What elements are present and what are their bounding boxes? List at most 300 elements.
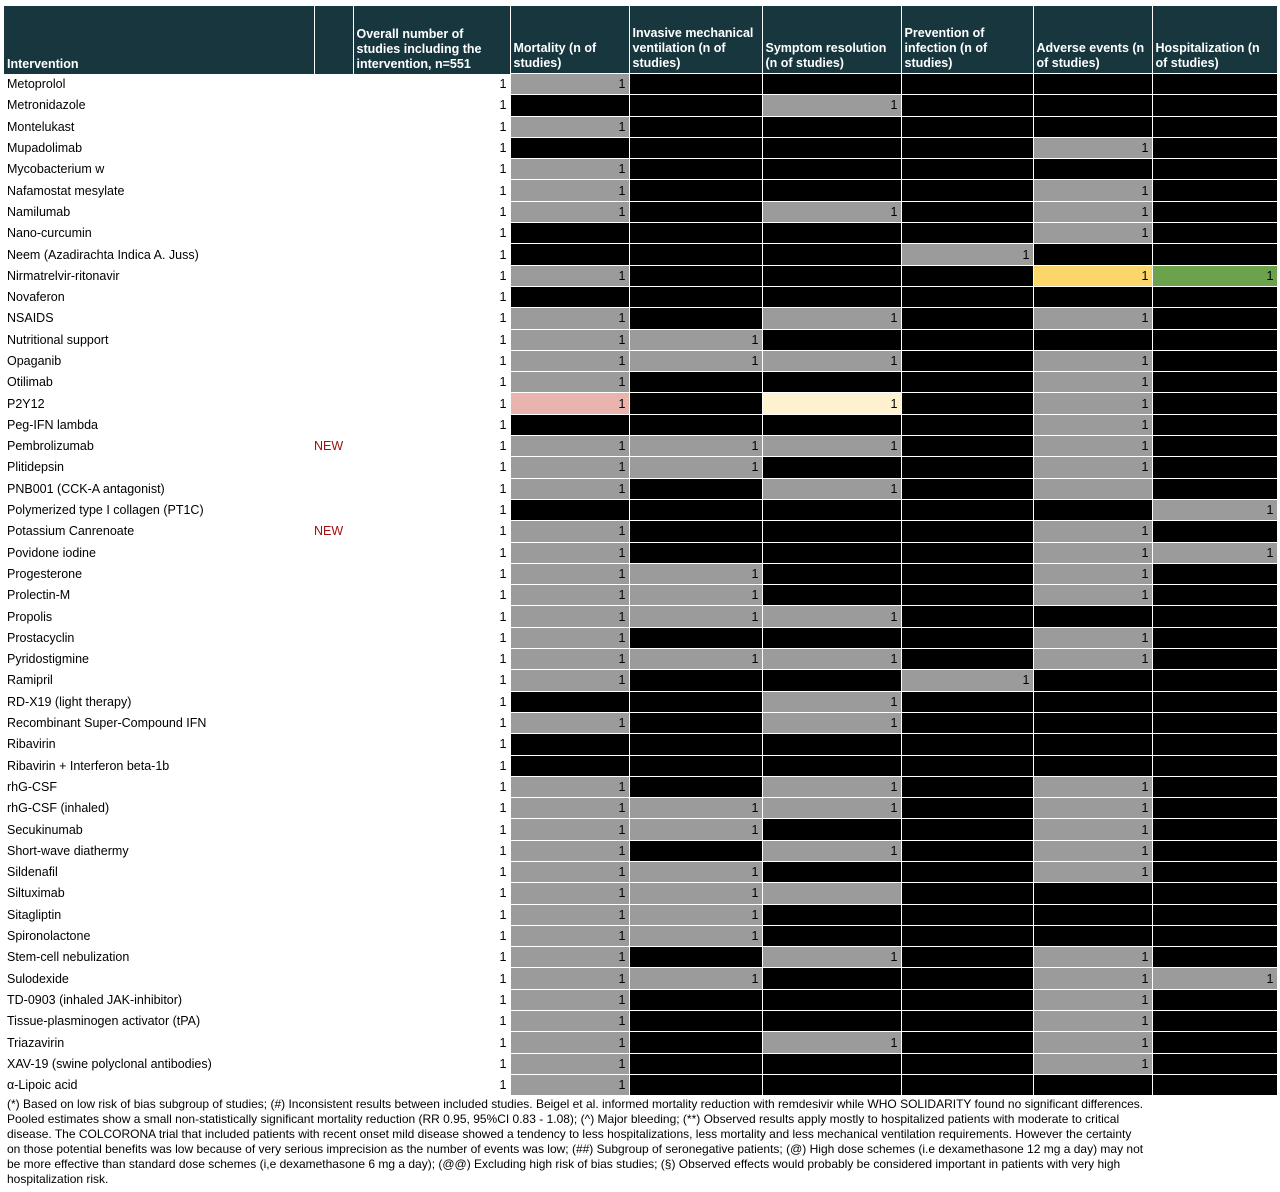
adverse-cell <box>1033 606 1152 627</box>
header-overall: Overall number of studies including the intervention, n=551 <box>353 6 510 74</box>
hospitalization-cell <box>1152 329 1277 350</box>
mortality-cell: 1 <box>510 925 629 946</box>
prevention-cell <box>901 563 1033 584</box>
new-tag <box>314 925 353 946</box>
imv-cell: 1 <box>629 925 762 946</box>
prevention-cell <box>901 734 1033 755</box>
symptom-cell <box>762 755 901 776</box>
symptom-cell <box>762 1053 901 1074</box>
hospitalization-cell <box>1152 350 1277 371</box>
adverse-cell <box>1033 478 1152 499</box>
prevention-cell <box>901 95 1033 116</box>
intervention-name: Otilimab <box>4 372 314 393</box>
intervention-name: Pyridostigmine <box>4 649 314 670</box>
symptom-cell <box>762 1011 901 1032</box>
intervention-name: Neem (Azadirachta Indica A. Juss) <box>4 244 314 265</box>
imv-cell <box>629 286 762 307</box>
adverse-cell <box>1033 925 1152 946</box>
overall-count: 1 <box>353 265 510 286</box>
adverse-cell: 1 <box>1033 989 1152 1010</box>
overall-count: 1 <box>353 755 510 776</box>
mortality-cell: 1 <box>510 947 629 968</box>
intervention-name: TD-0903 (inhaled JAK-inhibitor) <box>4 989 314 1010</box>
symptom-cell <box>762 542 901 563</box>
evidence-table <box>4 6 1278 1096</box>
hospitalization-cell <box>1152 478 1277 499</box>
overall-count: 1 <box>353 734 510 755</box>
symptom-cell <box>762 968 901 989</box>
imv-cell <box>629 691 762 712</box>
table-row <box>4 755 1277 776</box>
hospitalization-cell <box>1152 755 1277 776</box>
hospitalization-cell <box>1152 776 1277 797</box>
imv-cell <box>629 201 762 222</box>
symptom-cell: 1 <box>762 712 901 733</box>
adverse-cell: 1 <box>1033 776 1152 797</box>
overall-count: 1 <box>353 1032 510 1053</box>
new-tag <box>314 1074 353 1095</box>
overall-count: 1 <box>353 563 510 584</box>
adverse-cell: 1 <box>1033 436 1152 457</box>
hospitalization-cell <box>1152 116 1277 137</box>
prevention-cell <box>901 521 1033 542</box>
imv-cell <box>629 137 762 158</box>
prevention-cell <box>901 755 1033 776</box>
mortality-cell <box>510 223 629 244</box>
prevention-cell <box>901 201 1033 222</box>
symptom-cell: 1 <box>762 393 901 414</box>
imv-cell <box>629 244 762 265</box>
intervention-name: Mupadolimab <box>4 137 314 158</box>
table-row <box>4 457 1277 478</box>
overall-count: 1 <box>353 712 510 733</box>
new-tag <box>314 393 353 414</box>
intervention-name: Povidone iodine <box>4 542 314 563</box>
symptom-cell <box>762 563 901 584</box>
prevention-cell <box>901 1011 1033 1032</box>
mortality-cell: 1 <box>510 265 629 286</box>
imv-cell <box>629 308 762 329</box>
mortality-cell: 1 <box>510 159 629 180</box>
symptom-cell <box>762 159 901 180</box>
hospitalization-cell <box>1152 372 1277 393</box>
new-tag <box>314 627 353 648</box>
mortality-cell: 1 <box>510 989 629 1010</box>
mortality-cell: 1 <box>510 883 629 904</box>
hospitalization-cell <box>1152 1011 1277 1032</box>
symptom-cell <box>762 457 901 478</box>
prevention-cell <box>901 137 1033 158</box>
mortality-cell: 1 <box>510 393 629 414</box>
new-tag <box>314 861 353 882</box>
prevention-cell <box>901 861 1033 882</box>
intervention-name: P2Y12 <box>4 393 314 414</box>
symptom-cell <box>762 265 901 286</box>
intervention-name: Siltuximab <box>4 883 314 904</box>
table-row <box>4 329 1277 350</box>
adverse-cell <box>1033 244 1152 265</box>
adverse-cell: 1 <box>1033 1032 1152 1053</box>
adverse-cell: 1 <box>1033 542 1152 563</box>
imv-cell <box>629 95 762 116</box>
symptom-cell: 1 <box>762 478 901 499</box>
imv-cell <box>629 180 762 201</box>
table-row <box>4 521 1277 542</box>
prevention-cell <box>901 265 1033 286</box>
hospitalization-cell <box>1152 649 1277 670</box>
symptom-cell <box>762 223 901 244</box>
hospitalization-cell <box>1152 989 1277 1010</box>
mortality-cell: 1 <box>510 1053 629 1074</box>
new-tag <box>314 1011 353 1032</box>
table-row <box>4 712 1277 733</box>
prevention-cell <box>901 329 1033 350</box>
adverse-cell <box>1033 286 1152 307</box>
new-tag <box>314 712 353 733</box>
hospitalization-cell <box>1152 670 1277 691</box>
prevention-cell <box>901 478 1033 499</box>
adverse-cell <box>1033 904 1152 925</box>
symptom-cell <box>762 244 901 265</box>
mortality-cell <box>510 691 629 712</box>
imv-cell: 1 <box>629 563 762 584</box>
hospitalization-cell <box>1152 883 1277 904</box>
adverse-cell: 1 <box>1033 649 1152 670</box>
mortality-cell: 1 <box>510 201 629 222</box>
table-row <box>4 925 1277 946</box>
overall-count: 1 <box>353 1053 510 1074</box>
table-row <box>4 201 1277 222</box>
mortality-cell: 1 <box>510 521 629 542</box>
header-adverse: Adverse events (n of studies) <box>1033 6 1152 74</box>
imv-cell <box>629 521 762 542</box>
symptom-cell: 1 <box>762 840 901 861</box>
overall-count: 1 <box>353 478 510 499</box>
header-hospitalization: Hospitalization (n of studies) <box>1152 6 1277 74</box>
imv-cell <box>629 542 762 563</box>
table-row <box>4 478 1277 499</box>
imv-cell: 1 <box>629 585 762 606</box>
adverse-cell: 1 <box>1033 372 1152 393</box>
imv-cell <box>629 755 762 776</box>
symptom-cell <box>762 670 901 691</box>
intervention-name: Pembrolizumab <box>4 436 314 457</box>
prevention-cell <box>901 1032 1033 1053</box>
new-tag <box>314 606 353 627</box>
prevention-cell <box>901 883 1033 904</box>
intervention-name: Metronidazole <box>4 95 314 116</box>
table-row <box>4 1074 1277 1095</box>
adverse-cell: 1 <box>1033 947 1152 968</box>
intervention-name: Polymerized type I collagen (PT1C) <box>4 499 314 520</box>
hospitalization-cell <box>1152 137 1277 158</box>
intervention-name: Sildenafil <box>4 861 314 882</box>
table-row <box>4 414 1277 435</box>
intervention-name: Short-wave diathermy <box>4 840 314 861</box>
overall-count: 1 <box>353 840 510 861</box>
prevention-cell <box>901 116 1033 137</box>
table-row <box>4 436 1277 457</box>
new-tag <box>314 223 353 244</box>
hospitalization-cell <box>1152 180 1277 201</box>
mortality-cell: 1 <box>510 585 629 606</box>
table-row <box>4 286 1277 307</box>
new-tag <box>314 244 353 265</box>
imv-cell <box>629 776 762 797</box>
intervention-name: Opaganib <box>4 350 314 371</box>
imv-cell: 1 <box>629 350 762 371</box>
mortality-cell: 1 <box>510 627 629 648</box>
hospitalization-cell <box>1152 563 1277 584</box>
hospitalization-cell <box>1152 798 1277 819</box>
prevention-cell <box>901 904 1033 925</box>
new-tag <box>314 585 353 606</box>
imv-cell <box>629 372 762 393</box>
mortality-cell <box>510 755 629 776</box>
symptom-cell: 1 <box>762 201 901 222</box>
intervention-name: RD-X19 (light therapy) <box>4 691 314 712</box>
intervention-name: Prolectin-M <box>4 585 314 606</box>
new-tag <box>314 776 353 797</box>
new-tag <box>314 372 353 393</box>
new-tag <box>314 755 353 776</box>
overall-count: 1 <box>353 436 510 457</box>
overall-count: 1 <box>353 798 510 819</box>
new-tag: NEW <box>314 436 353 457</box>
prevention-cell <box>901 308 1033 329</box>
symptom-cell <box>762 521 901 542</box>
intervention-name: Nano-curcumin <box>4 223 314 244</box>
symptom-cell <box>762 372 901 393</box>
symptom-cell: 1 <box>762 776 901 797</box>
prevention-cell <box>901 840 1033 861</box>
table-row <box>4 840 1277 861</box>
imv-cell <box>629 1074 762 1095</box>
intervention-name: Potassium Canrenoate <box>4 521 314 542</box>
prevention-cell <box>901 925 1033 946</box>
symptom-cell <box>762 585 901 606</box>
adverse-cell: 1 <box>1033 180 1152 201</box>
new-tag <box>314 286 353 307</box>
table-row <box>4 627 1277 648</box>
new-tag <box>314 947 353 968</box>
table-row <box>4 372 1277 393</box>
prevention-cell <box>901 393 1033 414</box>
imv-cell <box>629 393 762 414</box>
intervention-name: XAV-19 (swine polyclonal antibodies) <box>4 1053 314 1074</box>
adverse-cell: 1 <box>1033 563 1152 584</box>
prevention-cell <box>901 74 1033 95</box>
intervention-name: PNB001 (CCK-A antagonist) <box>4 478 314 499</box>
symptom-cell <box>762 627 901 648</box>
imv-cell: 1 <box>629 904 762 925</box>
hospitalization-cell <box>1152 819 1277 840</box>
table-row <box>4 308 1277 329</box>
adverse-cell: 1 <box>1033 861 1152 882</box>
adverse-cell <box>1033 499 1152 520</box>
hospitalization-cell <box>1152 159 1277 180</box>
table-row <box>4 649 1277 670</box>
hospitalization-cell: 1 <box>1152 265 1277 286</box>
overall-count: 1 <box>353 74 510 95</box>
overall-count: 1 <box>353 627 510 648</box>
overall-count: 1 <box>353 542 510 563</box>
symptom-cell <box>762 137 901 158</box>
adverse-cell <box>1033 116 1152 137</box>
new-tag <box>314 499 353 520</box>
prevention-cell <box>901 414 1033 435</box>
overall-count: 1 <box>353 180 510 201</box>
mortality-cell: 1 <box>510 798 629 819</box>
adverse-cell <box>1033 159 1152 180</box>
new-tag <box>314 1053 353 1074</box>
new-tag <box>314 649 353 670</box>
overall-count: 1 <box>353 776 510 797</box>
intervention-name: Tissue-plasminogen activator (tPA) <box>4 1011 314 1032</box>
table-row <box>4 691 1277 712</box>
overall-count: 1 <box>353 95 510 116</box>
table-header <box>4 6 1277 74</box>
symptom-cell: 1 <box>762 649 901 670</box>
table-row <box>4 861 1277 882</box>
overall-count: 1 <box>353 499 510 520</box>
hospitalization-cell <box>1152 861 1277 882</box>
mortality-cell: 1 <box>510 308 629 329</box>
table-row <box>4 968 1277 989</box>
prevention-cell <box>901 542 1033 563</box>
overall-count: 1 <box>353 393 510 414</box>
table-body <box>4 74 1277 1096</box>
mortality-cell <box>510 734 629 755</box>
table-row <box>4 904 1277 925</box>
prevention-cell <box>901 223 1033 244</box>
adverse-cell: 1 <box>1033 201 1152 222</box>
prevention-cell: 1 <box>901 244 1033 265</box>
adverse-cell: 1 <box>1033 819 1152 840</box>
hospitalization-cell <box>1152 223 1277 244</box>
hospitalization-cell <box>1152 627 1277 648</box>
hospitalization-cell <box>1152 904 1277 925</box>
intervention-name: Progesterone <box>4 563 314 584</box>
mortality-cell: 1 <box>510 478 629 499</box>
imv-cell <box>629 734 762 755</box>
imv-cell <box>629 1011 762 1032</box>
new-tag <box>314 308 353 329</box>
overall-count: 1 <box>353 904 510 925</box>
new-tag <box>314 670 353 691</box>
overall-count: 1 <box>353 670 510 691</box>
mortality-cell: 1 <box>510 712 629 733</box>
overall-count: 1 <box>353 989 510 1010</box>
table-row <box>4 883 1277 904</box>
prevention-cell <box>901 691 1033 712</box>
intervention-name: Metoprolol <box>4 74 314 95</box>
new-tag <box>314 563 353 584</box>
intervention-name: Spironolactone <box>4 925 314 946</box>
hospitalization-cell <box>1152 1053 1277 1074</box>
overall-count: 1 <box>353 649 510 670</box>
imv-cell: 1 <box>629 606 762 627</box>
overall-count: 1 <box>353 968 510 989</box>
mortality-cell <box>510 137 629 158</box>
symptom-cell <box>762 414 901 435</box>
intervention-name: Stem-cell nebulization <box>4 947 314 968</box>
intervention-name: Mycobacterium w <box>4 159 314 180</box>
new-tag <box>314 691 353 712</box>
prevention-cell <box>901 968 1033 989</box>
imv-cell: 1 <box>629 798 762 819</box>
table-row <box>4 1053 1277 1074</box>
hospitalization-cell: 1 <box>1152 542 1277 563</box>
symptom-cell: 1 <box>762 798 901 819</box>
hospitalization-cell <box>1152 521 1277 542</box>
mortality-cell: 1 <box>510 670 629 691</box>
prevention-cell <box>901 180 1033 201</box>
mortality-cell <box>510 499 629 520</box>
footnote: (*) Based on low risk of bias subgroup of studies; (#) Inconsistent results between included studies. Beigel et al. informed mortality reduction with remdesivir while WHO SOLIDARITY found no significant differences. Pooled estimates show a small non-statistically significant mortality reduction (RR 0.95, 95%CI 0.83 - 1.08); (^) Major bleeding; (**) Observed results apply mostly to hospitalized patients with moderate to critical disease. The COLCORONA trial that included patients with recent onset mild disease showed a tendency to less hospitalizations, less mortality and less mechanical ventilation requirements. However the certainty on those potential benefits was low because of very serious imprecision as the number of events was low; (##) Subgroup of seronegative patients; (@) High dose schemes (i.e dexamethasone 12 mg a day) may not be more effective than standard dose schemes (i,e dexamethasone 6 mg a day); (@@) Excluding high risk of bias studies; (§) Observed effects would probably be considered important in patients with very high hospitalization risk. <box>7 1097 1144 1187</box>
symptom-cell <box>762 883 901 904</box>
header-prevention: Prevention of infection (n of studies) <box>901 6 1033 74</box>
symptom-cell <box>762 904 901 925</box>
table-row <box>4 1032 1277 1053</box>
table-row <box>4 542 1277 563</box>
header-intervention: Intervention <box>4 6 314 74</box>
intervention-name: Secukinumab <box>4 819 314 840</box>
overall-count: 1 <box>353 691 510 712</box>
table-row <box>4 734 1277 755</box>
new-tag <box>314 1032 353 1053</box>
mortality-cell: 1 <box>510 861 629 882</box>
adverse-cell: 1 <box>1033 585 1152 606</box>
table-row <box>4 585 1277 606</box>
header-imv: Invasive mechanical ventilation (n of studies) <box>629 6 762 74</box>
table-row <box>4 393 1277 414</box>
prevention-cell <box>901 350 1033 371</box>
prevention-cell <box>901 712 1033 733</box>
new-tag <box>314 95 353 116</box>
imv-cell <box>629 1032 762 1053</box>
imv-cell <box>629 116 762 137</box>
prevention-cell <box>901 585 1033 606</box>
mortality-cell <box>510 95 629 116</box>
symptom-cell: 1 <box>762 436 901 457</box>
imv-cell: 1 <box>629 649 762 670</box>
prevention-cell <box>901 627 1033 648</box>
prevention-cell <box>901 798 1033 819</box>
overall-count: 1 <box>353 947 510 968</box>
table-row <box>4 95 1277 116</box>
adverse-cell: 1 <box>1033 521 1152 542</box>
adverse-cell <box>1033 95 1152 116</box>
overall-count: 1 <box>353 116 510 137</box>
hospitalization-cell <box>1152 393 1277 414</box>
prevention-cell <box>901 372 1033 393</box>
adverse-cell <box>1033 1074 1152 1095</box>
mortality-cell: 1 <box>510 819 629 840</box>
imv-cell <box>629 670 762 691</box>
symptom-cell <box>762 861 901 882</box>
adverse-cell: 1 <box>1033 840 1152 861</box>
imv-cell <box>629 1053 762 1074</box>
new-tag <box>314 137 353 158</box>
hospitalization-cell: 1 <box>1152 968 1277 989</box>
mortality-cell: 1 <box>510 1074 629 1095</box>
intervention-name: Ribavirin + Interferon beta-1b <box>4 755 314 776</box>
adverse-cell: 1 <box>1033 414 1152 435</box>
new-tag <box>314 478 353 499</box>
intervention-name: Prostacyclin <box>4 627 314 648</box>
overall-count: 1 <box>353 606 510 627</box>
